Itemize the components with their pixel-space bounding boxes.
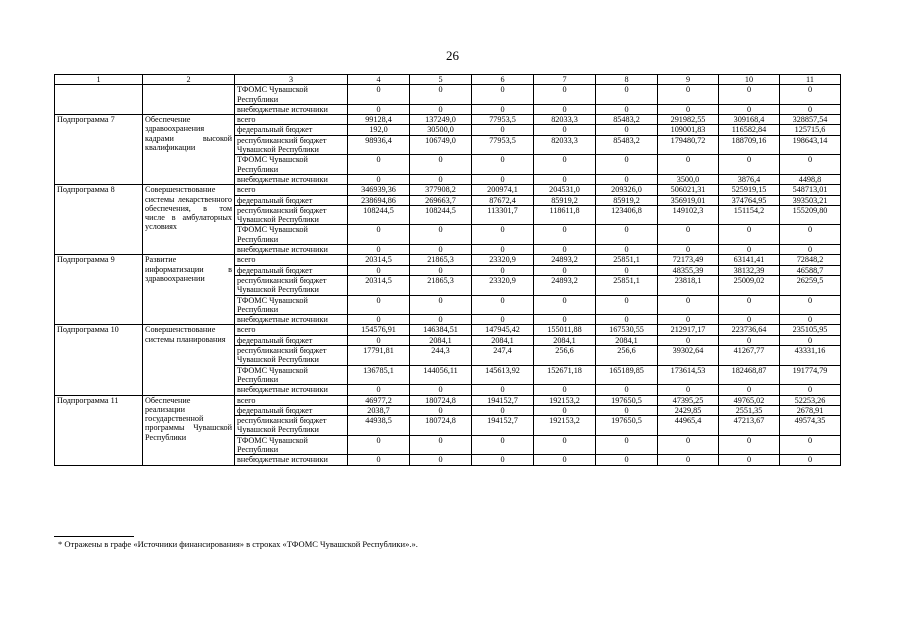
subprogram-cell: Подпрограмма 11 bbox=[55, 395, 143, 465]
amount-cell: 200974,1 bbox=[472, 185, 534, 195]
amount-cell: 179480,72 bbox=[658, 135, 719, 155]
amount-cell: 0 bbox=[658, 295, 719, 315]
amount-cell: 0 bbox=[410, 265, 472, 275]
amount-cell: 0 bbox=[719, 245, 780, 255]
funding-source-cell: ТФОМС Чувашской Республики bbox=[235, 435, 348, 455]
amount-cell: 47213,67 bbox=[719, 416, 780, 436]
amount-cell: 116582,84 bbox=[719, 125, 780, 135]
amount-cell: 125715,6 bbox=[780, 125, 841, 135]
amount-cell: 2678,91 bbox=[780, 405, 841, 415]
amount-cell: 0 bbox=[534, 225, 596, 245]
page-number: 26 bbox=[446, 48, 459, 63]
amount-cell: 0 bbox=[348, 245, 410, 255]
subprogram-cell: Подпрограмма 10 bbox=[55, 325, 143, 395]
amount-cell: 198643,14 bbox=[780, 135, 841, 155]
amount-cell: 82033,3 bbox=[534, 115, 596, 125]
amount-cell: 63141,41 bbox=[719, 255, 780, 265]
amount-cell: 0 bbox=[596, 405, 658, 415]
amount-cell: 0 bbox=[472, 125, 534, 135]
amount-cell: 0 bbox=[348, 335, 410, 345]
funding-source-cell: федеральный бюджет bbox=[235, 405, 348, 415]
amount-cell: 0 bbox=[410, 245, 472, 255]
amount-cell: 0 bbox=[596, 125, 658, 135]
amount-cell: 136785,1 bbox=[348, 365, 410, 385]
amount-cell: 0 bbox=[348, 104, 410, 114]
amount-cell: 0 bbox=[658, 315, 719, 325]
amount-cell: 25009,02 bbox=[719, 275, 780, 295]
amount-cell: 377908,2 bbox=[410, 185, 472, 195]
amount-cell: 0 bbox=[658, 455, 719, 465]
amount-cell: 0 bbox=[596, 385, 658, 395]
amount-cell: 165189,85 bbox=[596, 365, 658, 385]
amount-cell: 46588,7 bbox=[780, 265, 841, 275]
amount-cell: 0 bbox=[719, 335, 780, 345]
amount-cell: 0 bbox=[534, 435, 596, 455]
amount-cell: 4498,8 bbox=[780, 174, 841, 184]
funding-source-cell: внебюджетные источники bbox=[235, 385, 348, 395]
amount-cell: 0 bbox=[534, 315, 596, 325]
table-row bbox=[55, 85, 841, 105]
amount-cell: 48355,39 bbox=[658, 265, 719, 275]
funding-source-cell: федеральный бюджет bbox=[235, 125, 348, 135]
amount-cell: 192,0 bbox=[348, 125, 410, 135]
amount-cell: 0 bbox=[472, 245, 534, 255]
amount-cell: 235105,95 bbox=[780, 325, 841, 335]
table-row bbox=[55, 185, 841, 195]
funding-source-cell: федеральный бюджет bbox=[235, 195, 348, 205]
funding-source-cell: всего bbox=[235, 395, 348, 405]
amount-cell: 2084,1 bbox=[410, 335, 472, 345]
amount-cell: 144056,11 bbox=[410, 365, 472, 385]
amount-cell: 113301,7 bbox=[472, 205, 534, 225]
amount-cell: 0 bbox=[780, 295, 841, 315]
amount-cell: 72848,2 bbox=[780, 255, 841, 265]
amount-cell: 0 bbox=[534, 385, 596, 395]
funding-source-cell: ТФОМС Чувашской Республики bbox=[235, 365, 348, 385]
amount-cell: 77953,5 bbox=[472, 115, 534, 125]
amount-cell: 0 bbox=[410, 405, 472, 415]
funding-source-cell: федеральный бюджет bbox=[235, 335, 348, 345]
table-row bbox=[55, 255, 841, 265]
amount-cell: 146384,51 bbox=[410, 325, 472, 335]
funding-source-cell: ТФОМС Чувашской Республики bbox=[235, 85, 348, 105]
amount-cell: 0 bbox=[410, 435, 472, 455]
funding-source-cell: всего bbox=[235, 185, 348, 195]
amount-cell: 87672,4 bbox=[472, 195, 534, 205]
amount-cell: 0 bbox=[534, 155, 596, 175]
amount-cell: 49765,02 bbox=[719, 395, 780, 405]
funding-source-cell: республиканский бюджет Чувашской Республики bbox=[235, 346, 348, 366]
amount-cell: 21865,3 bbox=[410, 275, 472, 295]
amount-cell: 0 bbox=[348, 385, 410, 395]
column-number: 10 bbox=[719, 75, 780, 85]
amount-cell: 77953,5 bbox=[472, 135, 534, 155]
amount-cell: 0 bbox=[780, 85, 841, 105]
amount-cell: 506021,31 bbox=[658, 185, 719, 195]
subprogram-cell: Подпрограмма 7 bbox=[55, 115, 143, 185]
amount-cell: 180724,8 bbox=[410, 395, 472, 405]
amount-cell: 0 bbox=[472, 455, 534, 465]
column-number: 1 bbox=[55, 75, 143, 85]
column-number: 6 bbox=[472, 75, 534, 85]
amount-cell: 346939,36 bbox=[348, 185, 410, 195]
amount-cell: 0 bbox=[472, 155, 534, 175]
funding-source-cell: всего bbox=[235, 325, 348, 335]
amount-cell: 85919,2 bbox=[534, 195, 596, 205]
amount-cell: 0 bbox=[410, 295, 472, 315]
amount-cell: 0 bbox=[410, 104, 472, 114]
amount-cell: 44938,5 bbox=[348, 416, 410, 436]
amount-cell: 393503,21 bbox=[780, 195, 841, 205]
amount-cell: 147945,42 bbox=[472, 325, 534, 335]
amount-cell: 238694,86 bbox=[348, 195, 410, 205]
funding-source-cell: внебюджетные источники bbox=[235, 245, 348, 255]
program-name-cell bbox=[143, 85, 235, 115]
funding-source-cell: внебюджетные источники bbox=[235, 104, 348, 114]
amount-cell: 374764,95 bbox=[719, 195, 780, 205]
amount-cell: 0 bbox=[658, 435, 719, 455]
column-number-header bbox=[55, 75, 841, 85]
amount-cell: 356919,01 bbox=[658, 195, 719, 205]
amount-cell: 2084,1 bbox=[534, 335, 596, 345]
amount-cell: 2084,1 bbox=[596, 335, 658, 345]
footnote-divider bbox=[54, 536, 134, 537]
amount-cell: 0 bbox=[410, 85, 472, 105]
amount-cell: 24893,2 bbox=[534, 255, 596, 265]
amount-cell: 223736,64 bbox=[719, 325, 780, 335]
amount-cell: 291982,55 bbox=[658, 115, 719, 125]
amount-cell: 0 bbox=[348, 85, 410, 105]
amount-cell: 85483,2 bbox=[596, 115, 658, 125]
column-number: 2 bbox=[143, 75, 235, 85]
amount-cell: 0 bbox=[780, 385, 841, 395]
program-name-cell: Совершенствование системы планирования bbox=[143, 325, 235, 395]
subprogram-cell bbox=[55, 85, 143, 115]
program-name-cell: Развитие информатизации в здравоохранении bbox=[143, 255, 235, 325]
amount-cell: 525919,15 bbox=[719, 185, 780, 195]
amount-cell: 0 bbox=[596, 435, 658, 455]
amount-cell: 85919,2 bbox=[596, 195, 658, 205]
amount-cell: 204531,0 bbox=[534, 185, 596, 195]
amount-cell: 197650,5 bbox=[596, 416, 658, 436]
amount-cell: 0 bbox=[348, 225, 410, 245]
amount-cell: 0 bbox=[410, 455, 472, 465]
amount-cell: 0 bbox=[472, 435, 534, 455]
subprogram-cell: Подпрограмма 8 bbox=[55, 185, 143, 255]
amount-cell: 0 bbox=[719, 155, 780, 175]
amount-cell: 0 bbox=[658, 225, 719, 245]
amount-cell: 0 bbox=[596, 295, 658, 315]
amount-cell: 188709,16 bbox=[719, 135, 780, 155]
amount-cell: 0 bbox=[719, 315, 780, 325]
amount-cell: 182468,87 bbox=[719, 365, 780, 385]
amount-cell: 309168,4 bbox=[719, 115, 780, 125]
amount-cell: 109001,83 bbox=[658, 125, 719, 135]
funding-source-cell: внебюджетные источники bbox=[235, 315, 348, 325]
amount-cell: 0 bbox=[348, 315, 410, 325]
amount-cell: 20314,5 bbox=[348, 275, 410, 295]
amount-cell: 0 bbox=[780, 315, 841, 325]
amount-cell: 0 bbox=[534, 85, 596, 105]
amount-cell: 2429,85 bbox=[658, 405, 719, 415]
amount-cell: 0 bbox=[348, 265, 410, 275]
amount-cell: 0 bbox=[410, 174, 472, 184]
column-number: 5 bbox=[410, 75, 472, 85]
amount-cell: 194152,7 bbox=[472, 395, 534, 405]
funding-source-cell: ТФОМС Чувашской Республики bbox=[235, 225, 348, 245]
amount-cell: 0 bbox=[472, 315, 534, 325]
amount-cell: 2038,7 bbox=[348, 405, 410, 415]
amount-cell: 39302,64 bbox=[658, 346, 719, 366]
amount-cell: 43331,16 bbox=[780, 346, 841, 366]
amount-cell: 30500,0 bbox=[410, 125, 472, 135]
amount-cell: 197650,5 bbox=[596, 395, 658, 405]
amount-cell: 25851,1 bbox=[596, 255, 658, 265]
amount-cell: 0 bbox=[719, 104, 780, 114]
amount-cell: 167530,55 bbox=[596, 325, 658, 335]
amount-cell: 0 bbox=[472, 385, 534, 395]
table-body bbox=[55, 85, 841, 465]
amount-cell: 0 bbox=[658, 85, 719, 105]
amount-cell: 52253,26 bbox=[780, 395, 841, 405]
amount-cell: 0 bbox=[658, 385, 719, 395]
amount-cell: 0 bbox=[596, 265, 658, 275]
amount-cell: 44965,4 bbox=[658, 416, 719, 436]
amount-cell: 0 bbox=[780, 245, 841, 255]
amount-cell: 106749,0 bbox=[410, 135, 472, 155]
column-number: 9 bbox=[658, 75, 719, 85]
amount-cell: 180724,8 bbox=[410, 416, 472, 436]
amount-cell: 137249,0 bbox=[410, 115, 472, 125]
program-name-cell: Обеспечение здравоохранения кадрами высокой квалификации bbox=[143, 115, 235, 185]
amount-cell: 0 bbox=[780, 455, 841, 465]
amount-cell: 0 bbox=[534, 104, 596, 114]
amount-cell: 0 bbox=[658, 245, 719, 255]
amount-cell: 0 bbox=[534, 295, 596, 315]
amount-cell: 0 bbox=[410, 315, 472, 325]
amount-cell: 155011,88 bbox=[534, 325, 596, 335]
amount-cell: 0 bbox=[596, 455, 658, 465]
subprogram-cell: Подпрограмма 9 bbox=[55, 255, 143, 325]
column-number: 4 bbox=[348, 75, 410, 85]
funding-table bbox=[54, 74, 841, 466]
funding-source-cell: республиканский бюджет Чувашской Республики bbox=[235, 275, 348, 295]
funding-source-cell: всего bbox=[235, 255, 348, 265]
amount-cell: 49574,35 bbox=[780, 416, 841, 436]
amount-cell: 20314,5 bbox=[348, 255, 410, 265]
amount-cell: 38132,39 bbox=[719, 265, 780, 275]
amount-cell: 17791,81 bbox=[348, 346, 410, 366]
amount-cell: 155209,80 bbox=[780, 205, 841, 225]
amount-cell: 123406,8 bbox=[596, 205, 658, 225]
funding-source-cell: республиканский бюджет Чувашской Республики bbox=[235, 135, 348, 155]
amount-cell: 0 bbox=[348, 155, 410, 175]
amount-cell: 0 bbox=[472, 405, 534, 415]
amount-cell: 0 bbox=[534, 405, 596, 415]
funding-source-cell: всего bbox=[235, 115, 348, 125]
amount-cell: 2084,1 bbox=[472, 335, 534, 345]
amount-cell: 0 bbox=[596, 225, 658, 245]
amount-cell: 0 bbox=[780, 435, 841, 455]
amount-cell: 0 bbox=[780, 155, 841, 175]
funding-source-cell: ТФОМС Чувашской Республики bbox=[235, 155, 348, 175]
amount-cell: 173614,53 bbox=[658, 365, 719, 385]
amount-cell: 23320,9 bbox=[472, 275, 534, 295]
amount-cell: 154576,91 bbox=[348, 325, 410, 335]
amount-cell: 2551,35 bbox=[719, 405, 780, 415]
amount-cell: 0 bbox=[534, 455, 596, 465]
column-number: 7 bbox=[534, 75, 596, 85]
program-name-cell: Совершенствование системы лекарственного обеспечения, в том числе в амбулаторных условиях bbox=[143, 185, 235, 255]
amount-cell: 24893,2 bbox=[534, 275, 596, 295]
amount-cell: 0 bbox=[410, 225, 472, 245]
footnote: * Отражены в графе «Источники финансирования» в строках «ТФОМС Чувашской Республики».». bbox=[58, 539, 418, 549]
amount-cell: 0 bbox=[472, 225, 534, 245]
amount-cell: 192153,2 bbox=[534, 395, 596, 405]
amount-cell: 145613,92 bbox=[472, 365, 534, 385]
amount-cell: 25851,1 bbox=[596, 275, 658, 295]
amount-cell: 192153,2 bbox=[534, 416, 596, 436]
funding-source-cell: республиканский бюджет Чувашской Республики bbox=[235, 416, 348, 436]
amount-cell: 26259,5 bbox=[780, 275, 841, 295]
amount-cell: 244,3 bbox=[410, 346, 472, 366]
funding-source-cell: ТФОМС Чувашской Республики bbox=[235, 295, 348, 315]
amount-cell: 0 bbox=[348, 295, 410, 315]
amount-cell: 0 bbox=[472, 295, 534, 315]
amount-cell: 0 bbox=[596, 245, 658, 255]
amount-cell: 0 bbox=[780, 104, 841, 114]
funding-source-cell: внебюджетные источники bbox=[235, 455, 348, 465]
amount-cell: 212917,17 bbox=[658, 325, 719, 335]
column-number: 3 bbox=[235, 75, 348, 85]
amount-cell: 0 bbox=[596, 315, 658, 325]
amount-cell: 0 bbox=[410, 155, 472, 175]
amount-cell: 0 bbox=[472, 85, 534, 105]
amount-cell: 269663,7 bbox=[410, 195, 472, 205]
funding-source-cell: внебюджетные источники bbox=[235, 174, 348, 184]
funding-source-cell: республиканский бюджет Чувашской Республики bbox=[235, 205, 348, 225]
amount-cell: 191774,79 bbox=[780, 365, 841, 385]
amount-cell: 209326,0 bbox=[596, 185, 658, 195]
amount-cell: 82033,3 bbox=[534, 135, 596, 155]
amount-cell: 328857,54 bbox=[780, 115, 841, 125]
amount-cell: 85483,2 bbox=[596, 135, 658, 155]
amount-cell: 256,6 bbox=[534, 346, 596, 366]
amount-cell: 0 bbox=[472, 104, 534, 114]
amount-cell: 23818,1 bbox=[658, 275, 719, 295]
amount-cell: 0 bbox=[596, 85, 658, 105]
program-name-cell: Обеспечение реализации государственной программы Чувашской Республики bbox=[143, 395, 235, 465]
funding-source-cell: федеральный бюджет bbox=[235, 265, 348, 275]
amount-cell: 0 bbox=[534, 245, 596, 255]
amount-cell: 41267,77 bbox=[719, 346, 780, 366]
amount-cell: 3876,4 bbox=[719, 174, 780, 184]
amount-cell: 0 bbox=[534, 174, 596, 184]
amount-cell: 247,4 bbox=[472, 346, 534, 366]
amount-cell: 3500,0 bbox=[658, 174, 719, 184]
amount-cell: 0 bbox=[780, 225, 841, 245]
amount-cell: 0 bbox=[472, 265, 534, 275]
amount-cell: 46977,2 bbox=[348, 395, 410, 405]
amount-cell: 0 bbox=[348, 435, 410, 455]
amount-cell: 149102,3 bbox=[658, 205, 719, 225]
amount-cell: 0 bbox=[534, 265, 596, 275]
column-number: 11 bbox=[780, 75, 841, 85]
amount-cell: 152671,18 bbox=[534, 365, 596, 385]
amount-cell: 0 bbox=[596, 174, 658, 184]
amount-cell: 0 bbox=[534, 125, 596, 135]
amount-cell: 0 bbox=[658, 335, 719, 345]
amount-cell: 0 bbox=[658, 155, 719, 175]
amount-cell: 0 bbox=[348, 174, 410, 184]
amount-cell: 0 bbox=[719, 295, 780, 315]
amount-cell: 0 bbox=[596, 104, 658, 114]
amount-cell: 151154,2 bbox=[719, 205, 780, 225]
amount-cell: 548713,01 bbox=[780, 185, 841, 195]
amount-cell: 256,6 bbox=[596, 346, 658, 366]
amount-cell: 118611,8 bbox=[534, 205, 596, 225]
amount-cell: 47395,25 bbox=[658, 395, 719, 405]
amount-cell: 0 bbox=[719, 225, 780, 245]
amount-cell: 108244,5 bbox=[348, 205, 410, 225]
amount-cell: 72173,49 bbox=[658, 255, 719, 265]
amount-cell: 0 bbox=[719, 435, 780, 455]
amount-cell: 0 bbox=[348, 455, 410, 465]
amount-cell: 0 bbox=[719, 385, 780, 395]
amount-cell: 23320,9 bbox=[472, 255, 534, 265]
amount-cell: 0 bbox=[410, 385, 472, 395]
amount-cell: 0 bbox=[596, 155, 658, 175]
amount-cell: 108244,5 bbox=[410, 205, 472, 225]
amount-cell: 194152,7 bbox=[472, 416, 534, 436]
table-row bbox=[55, 115, 841, 125]
amount-cell: 0 bbox=[719, 85, 780, 105]
amount-cell: 98936,4 bbox=[348, 135, 410, 155]
amount-cell: 0 bbox=[472, 174, 534, 184]
amount-cell: 99128,4 bbox=[348, 115, 410, 125]
table-row bbox=[55, 395, 841, 405]
table-row bbox=[55, 325, 841, 335]
amount-cell: 21865,3 bbox=[410, 255, 472, 265]
amount-cell: 0 bbox=[658, 104, 719, 114]
column-number: 8 bbox=[596, 75, 658, 85]
amount-cell: 0 bbox=[780, 335, 841, 345]
amount-cell: 0 bbox=[719, 455, 780, 465]
